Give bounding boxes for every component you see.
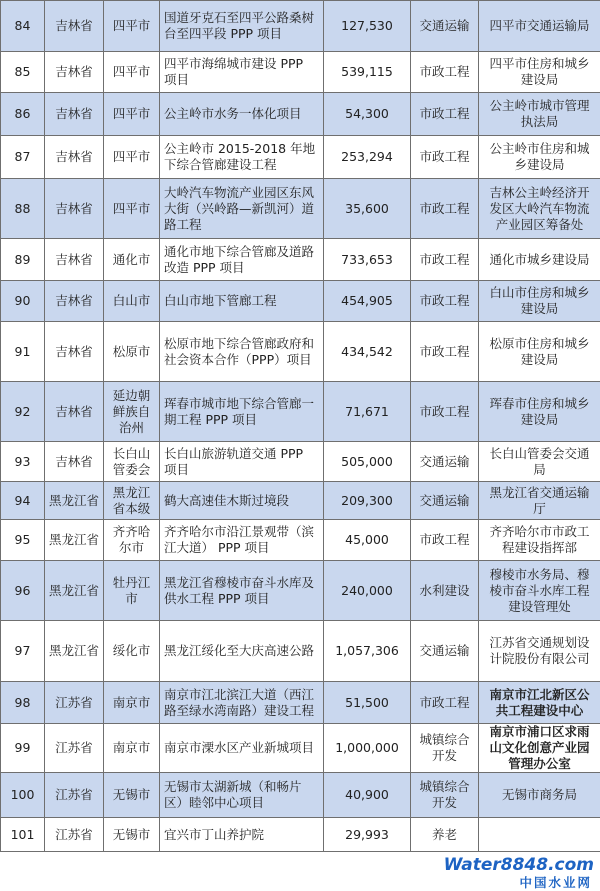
implementing-agency-cell: 珲春市住房和城乡建设局 [479,382,600,442]
implementing-agency-cell: 黑龙江省交通运输厅 [479,482,600,520]
project-name-cell: 黑龙江绥化至大庆高速公路 [160,621,324,682]
project-name-cell: 黑龙江省穆棱市奋斗水库及供水工程 PPP 项目 [160,561,324,621]
project-name-cell: 南京市溧水区产业新城项目 [160,724,324,773]
row-number: 90 [1,281,45,322]
province-cell: 吉林省 [45,1,104,52]
city-cell: 绥化市 [104,621,160,682]
row-number: 92 [1,382,45,442]
row-number: 89 [1,239,45,281]
industry-type-cell: 水利建设 [411,561,479,621]
project-name-cell: 宜兴市丁山养护院 [160,818,324,852]
table-row [1,773,600,818]
project-name-cell: 南京市江北滨江大道（西江路至绿水湾南路）建设工程 [160,682,324,724]
industry-type-cell: 交通运输 [411,442,479,482]
investment-amount-cell: 29,993 [324,818,411,852]
investment-amount-cell: 1,000,000 [324,724,411,773]
row-number: 100 [1,773,45,818]
table-row [1,136,600,179]
investment-amount-cell: 733,653 [324,239,411,281]
industry-type-cell: 城镇综合开发 [411,724,479,773]
city-cell: 无锡市 [104,773,160,818]
province-cell: 黑龙江省 [45,621,104,682]
watermark-subtitle: 中国水业网 [519,875,592,890]
city-cell: 四平市 [104,1,160,52]
investment-amount-cell: 40,900 [324,773,411,818]
table-row [1,482,600,520]
project-name-cell: 珲春市城市地下综合管廊一期工程 PPP 项目 [160,382,324,442]
industry-type-cell: 市政工程 [411,520,479,561]
province-cell: 江苏省 [45,724,104,773]
city-cell: 白山市 [104,281,160,322]
table-row [1,442,600,482]
province-cell: 吉林省 [45,281,104,322]
table-row [1,52,600,93]
table-row [1,322,600,382]
province-cell: 吉林省 [45,179,104,239]
row-number: 101 [1,818,45,852]
city-cell: 四平市 [104,136,160,179]
industry-type-cell: 养老 [411,818,479,852]
city-cell: 长白山管委会 [104,442,160,482]
project-name-cell: 无锡市太湖新城（和畅片区）睦邻中心项目 [160,773,324,818]
watermark-logo: Water8848.com [443,855,594,875]
implementing-agency-cell: 公主岭市住房和城乡建设局 [479,136,600,179]
row-number: 88 [1,179,45,239]
investment-amount-cell: 240,000 [324,561,411,621]
province-cell: 江苏省 [45,682,104,724]
project-name-cell: 国道牙克石至四平公路桑树台至四平段 PPP 项目 [160,1,324,52]
city-cell: 四平市 [104,179,160,239]
industry-type-cell: 市政工程 [411,382,479,442]
province-cell: 黑龙江省 [45,561,104,621]
project-name-cell: 鹤大高速佳木斯过境段 [160,482,324,520]
row-number: 93 [1,442,45,482]
project-name-cell: 公主岭市 2015-2018 年地下综合管廊建设工程 [160,136,324,179]
province-cell: 吉林省 [45,382,104,442]
implementing-agency-cell: 江苏省交通规划设计院股份有限公司 [479,621,600,682]
table-row [1,621,600,682]
table-row [1,724,600,773]
implementing-agency-cell: 白山市住房和城乡建设局 [479,281,600,322]
row-number: 91 [1,322,45,382]
implementing-agency-cell: 四平市住房和城乡建设局 [479,52,600,93]
city-cell: 齐齐哈尔市 [104,520,160,561]
province-cell: 江苏省 [45,818,104,852]
implementing-agency-cell: 四平市交通运输局 [479,1,600,52]
table-row [1,281,600,322]
implementing-agency-cell: 公主岭市城市管理执法局 [479,93,600,136]
implementing-agency-cell: 通化市城乡建设局 [479,239,600,281]
investment-amount-cell: 127,530 [324,1,411,52]
row-number: 96 [1,561,45,621]
row-number: 97 [1,621,45,682]
implementing-agency-cell: 松原市住房和城乡建设局 [479,322,600,382]
industry-type-cell: 市政工程 [411,281,479,322]
implementing-agency-cell: 穆棱市水务局、穆棱市奋斗水库工程建设管理处 [479,561,600,621]
province-cell: 黑龙江省 [45,482,104,520]
table-row [1,561,600,621]
investment-amount-cell: 253,294 [324,136,411,179]
industry-type-cell: 市政工程 [411,136,479,179]
city-cell: 四平市 [104,93,160,136]
project-name-cell: 大岭汽车物流产业园区东风大街（兴岭路—新凯河）道路工程 [160,179,324,239]
table-row [1,1,600,52]
implementing-agency-cell: 吉林公主岭经济开发区大岭汽车物流产业园区筹备处 [479,179,600,239]
row-number: 86 [1,93,45,136]
table-row [1,818,600,852]
industry-type-cell: 交通运输 [411,482,479,520]
row-number: 95 [1,520,45,561]
industry-type-cell: 市政工程 [411,179,479,239]
province-cell: 吉林省 [45,136,104,179]
row-number: 94 [1,482,45,520]
table-body [1,1,600,852]
project-name-cell: 松原市地下综合管廊政府和社会资本合作（PPP）项目 [160,322,324,382]
industry-type-cell: 市政工程 [411,239,479,281]
city-cell: 南京市 [104,682,160,724]
investment-amount-cell: 35,600 [324,179,411,239]
project-name-cell: 四平市海绵城市建设 PPP 项目 [160,52,324,93]
industry-type-cell: 城镇综合开发 [411,773,479,818]
city-cell: 通化市 [104,239,160,281]
province-cell: 吉林省 [45,52,104,93]
province-cell: 吉林省 [45,239,104,281]
investment-amount-cell: 51,500 [324,682,411,724]
city-cell: 延边朝鲜族自治州 [104,382,160,442]
investment-amount-cell: 71,671 [324,382,411,442]
province-cell: 黑龙江省 [45,520,104,561]
table-row [1,682,600,724]
industry-type-cell: 市政工程 [411,52,479,93]
row-number: 99 [1,724,45,773]
table-row [1,382,600,442]
city-cell: 松原市 [104,322,160,382]
table-row [1,93,600,136]
row-number: 98 [1,682,45,724]
province-cell: 吉林省 [45,442,104,482]
industry-type-cell: 市政工程 [411,682,479,724]
industry-type-cell: 交通运输 [411,621,479,682]
city-cell: 黑龙江省本级 [104,482,160,520]
project-name-cell: 通化市地下综合管廊及道路改造 PPP 项目 [160,239,324,281]
investment-amount-cell: 54,300 [324,93,411,136]
row-number: 87 [1,136,45,179]
city-cell: 无锡市 [104,818,160,852]
implementing-agency-cell: 南京市江北新区公共工程建设中心 [479,682,600,724]
investment-amount-cell: 454,905 [324,281,411,322]
investment-amount-cell: 1,057,306 [324,621,411,682]
industry-type-cell: 交通运输 [411,1,479,52]
investment-amount-cell: 209,300 [324,482,411,520]
investment-amount-cell: 45,000 [324,520,411,561]
investment-amount-cell: 505,000 [324,442,411,482]
industry-type-cell: 市政工程 [411,322,479,382]
city-cell: 南京市 [104,724,160,773]
investment-amount-cell: 539,115 [324,52,411,93]
row-number: 85 [1,52,45,93]
city-cell: 四平市 [104,52,160,93]
table-row [1,520,600,561]
table-row [1,179,600,239]
province-cell: 江苏省 [45,773,104,818]
row-number: 84 [1,1,45,52]
implementing-agency-cell [479,818,600,852]
implementing-agency-cell: 无锡市商务局 [479,773,600,818]
province-cell: 吉林省 [45,93,104,136]
implementing-agency-cell: 长白山管委会交通局 [479,442,600,482]
implementing-agency-cell: 南京市浦口区求雨山文化创意产业园管理办公室 [479,724,600,773]
project-name-cell: 齐齐哈尔市沿江景观带（滨江大道） PPP 项目 [160,520,324,561]
table-row [1,239,600,281]
site-watermark [444,855,594,889]
project-name-cell: 长白山旅游轨道交通 PPP 项目 [160,442,324,482]
project-name-cell: 白山市地下管廊工程 [160,281,324,322]
province-cell: 吉林省 [45,322,104,382]
project-name-cell: 公主岭市水务一体化项目 [160,93,324,136]
city-cell: 牡丹江市 [104,561,160,621]
industry-type-cell: 市政工程 [411,93,479,136]
implementing-agency-cell: 齐齐哈尔市市政工程建设指挥部 [479,520,600,561]
investment-amount-cell: 434,542 [324,322,411,382]
